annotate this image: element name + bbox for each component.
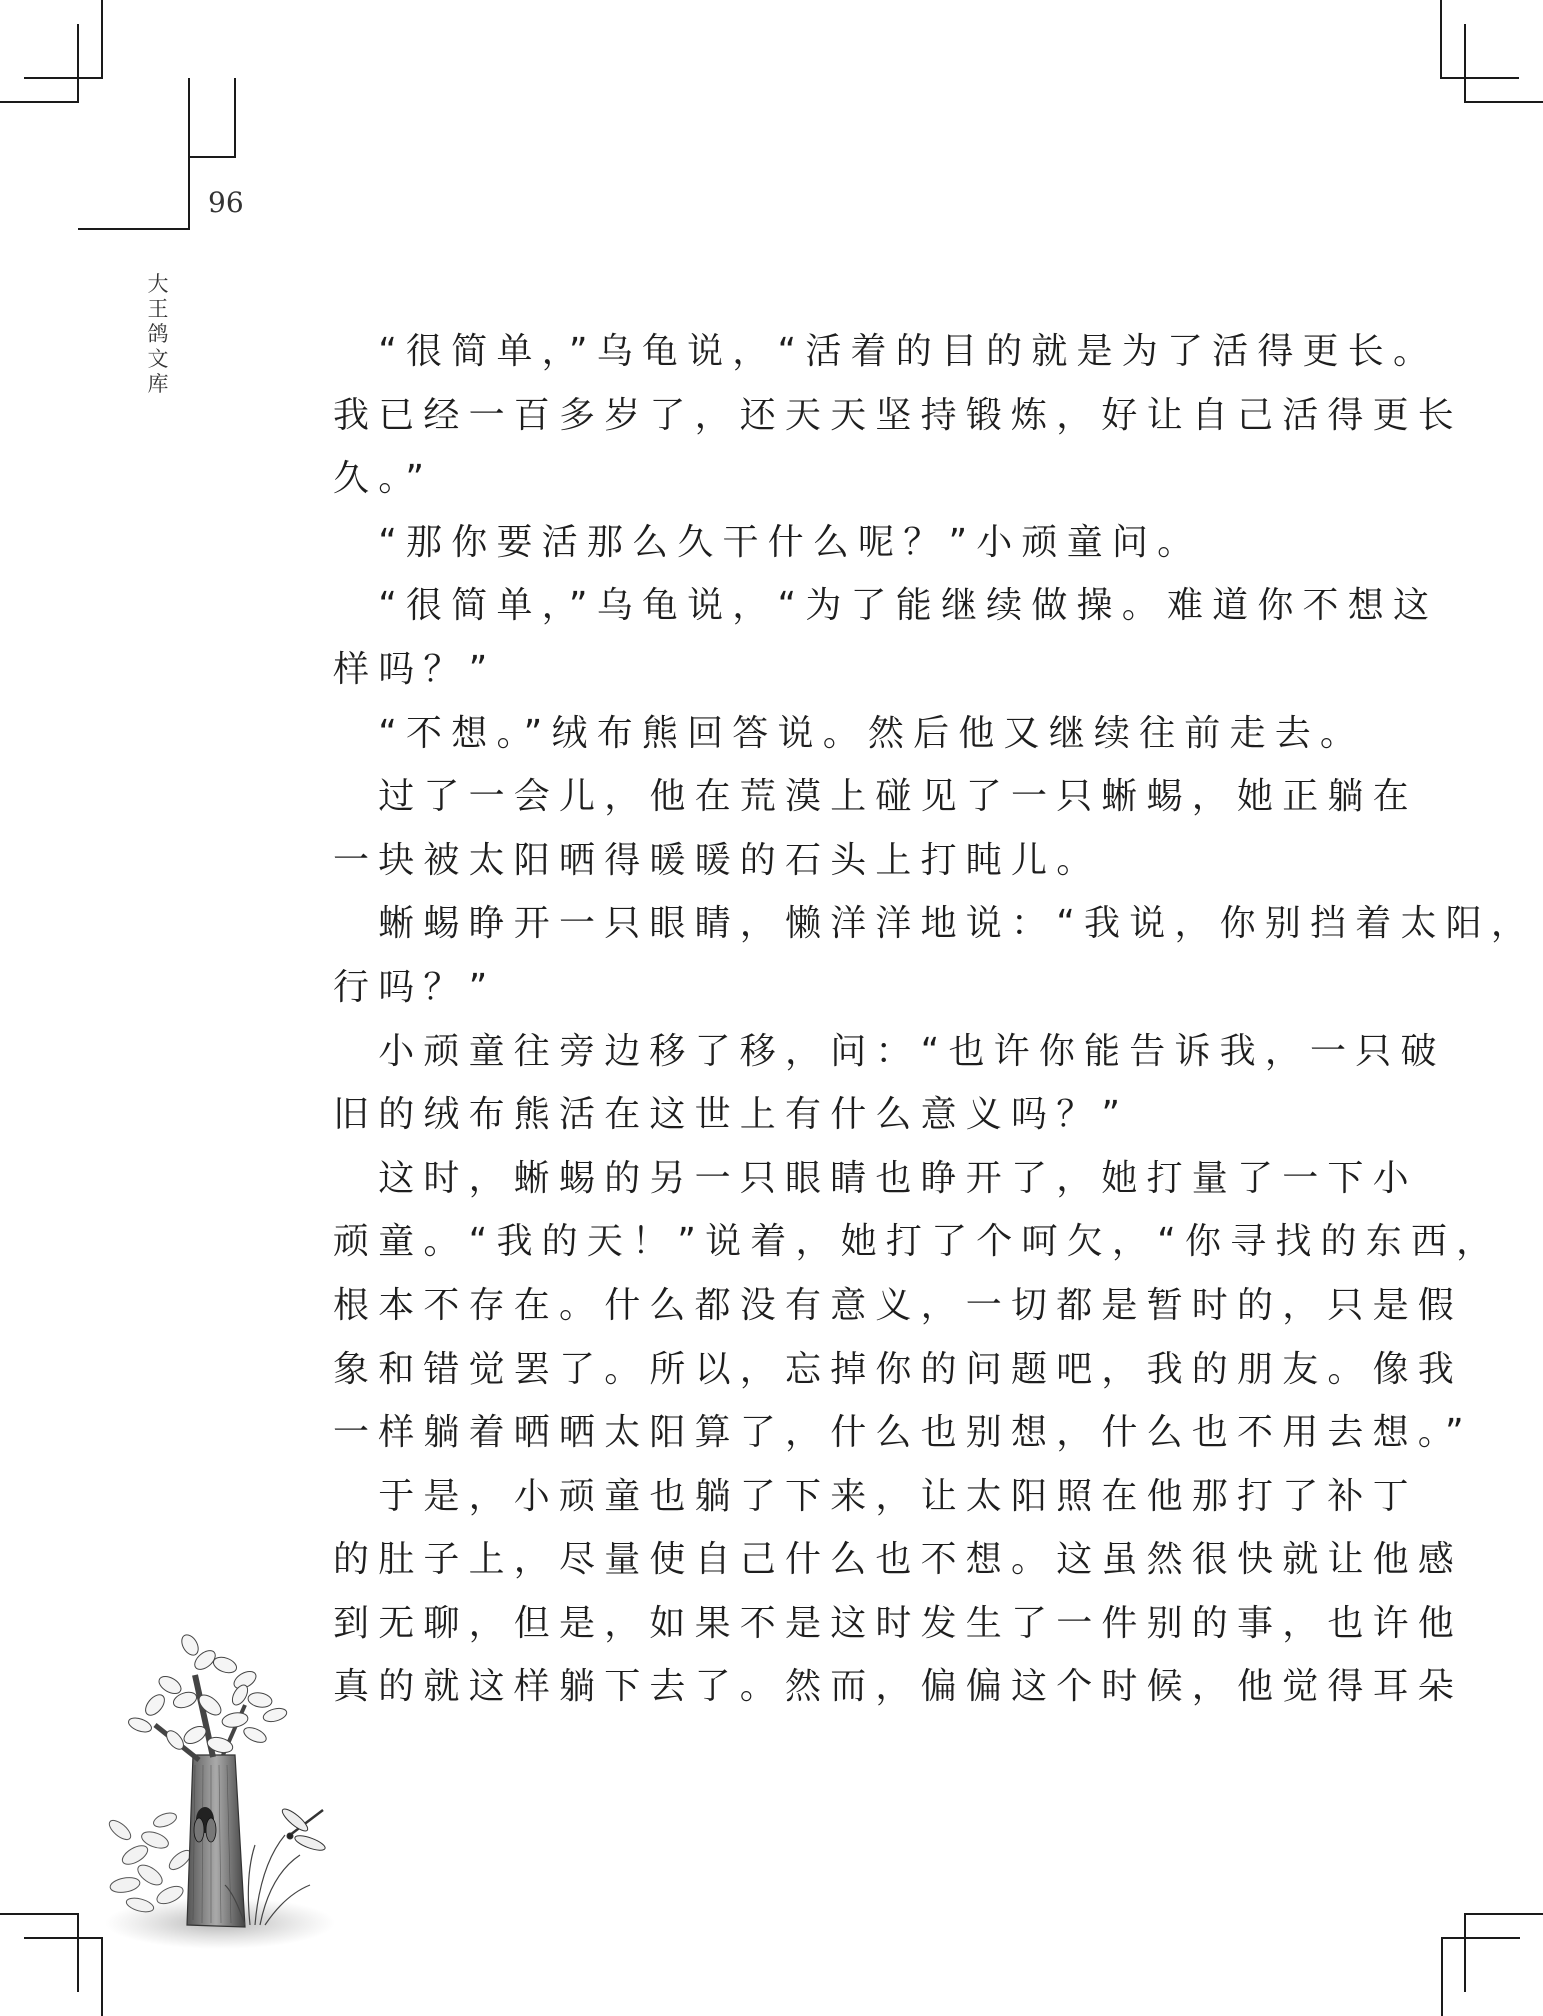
crop-mark-line <box>1441 1937 1443 2016</box>
series-title-char: 王 <box>147 297 169 321</box>
header-rule-horizontal <box>188 156 236 158</box>
text-line: 这时，蜥蜴的另一只眼睛也睁开了，她打量了一下小 <box>333 1157 1418 1199</box>
crop-mark-line <box>1440 0 1442 79</box>
body-text <box>333 324 1537 1723</box>
tree-illustration <box>95 1605 335 1950</box>
text-line: 真的就这样躺下去了。然而，偏偏这个时候，他觉得耳朵 <box>333 1666 1464 1708</box>
text-line: 旧的绒布熊活在这世上有什么意义吗？” <box>333 1094 1130 1136</box>
series-title-vertical <box>146 272 170 397</box>
text-line: “很简单，”乌龟说，“为了能继续做操。难道你不想这 <box>333 585 1439 627</box>
crop-mark-line <box>1464 24 1466 103</box>
text-line: “很简单，”乌龟说，“活着的目的就是为了活得更长。 <box>333 331 1439 372</box>
text-line: 到无聊，但是，如果不是这时发生了一件别的事，也许他 <box>333 1602 1464 1644</box>
crop-mark-line <box>1464 1913 1543 1915</box>
dragonfly <box>280 1806 327 1853</box>
text-line: 顽童。“我的天！”说着，她打了个呵欠，“你寻找的东西， <box>333 1221 1502 1263</box>
header-rule-vertical <box>234 78 236 158</box>
header-rule-vertical <box>188 78 190 230</box>
crop-mark-line <box>1464 101 1543 103</box>
text-line: 样吗？” <box>333 648 497 690</box>
crop-mark-line <box>0 101 79 103</box>
tree-sketch-icon <box>95 1605 335 1950</box>
series-title-char: 文 <box>147 347 169 371</box>
page-number: 96 <box>208 186 244 219</box>
crop-mark-line <box>0 1913 79 1915</box>
crop-mark-line <box>1464 1913 1466 1992</box>
crop-mark-line <box>24 77 103 79</box>
text-line: 一块被太阳晒得暖暖的石头上打盹儿。 <box>333 839 1102 881</box>
crop-mark-line <box>101 0 103 79</box>
text-line: 蜥蜴睁开一只眼睛，懒洋洋地说：“我说，你别挡着太阳， <box>333 903 1537 945</box>
crop-mark-line <box>1440 77 1519 79</box>
text-line: 的肚子上，尽量使自己什么也不想。这虽然很快就让他感 <box>333 1539 1464 1581</box>
header-rule-horizontal <box>78 228 190 230</box>
text-line: 过了一会儿，他在荒漠上碰见了一只蜥蜴，她正躺在 <box>333 776 1418 818</box>
text-line: 行吗？” <box>333 966 497 1008</box>
crop-mark-line <box>1441 1937 1520 1939</box>
series-title-char: 鸽 <box>147 322 169 346</box>
text-line: 象和错觉罢了。所以，忘掉你的问题吧，我的朋友。像我 <box>333 1348 1464 1390</box>
crop-mark-line <box>77 24 79 103</box>
text-line: 我已经一百多岁了，还天天坚持锻炼，好让自己活得更长 <box>333 394 1464 436</box>
text-line: 于是，小顽童也躺了下来，让太阳照在他那打了补丁 <box>333 1475 1418 1517</box>
text-line: “不想。”绒布熊回答说。然后他又继续往前走去。 <box>333 712 1366 754</box>
text-line: “那你要活那么久干什么呢？”小顽童问。 <box>333 521 1203 563</box>
series-title-char: 大 <box>147 272 169 296</box>
series-title-char: 库 <box>147 372 169 396</box>
crop-mark-line <box>24 1937 103 1939</box>
text-line: 久。” <box>333 458 434 500</box>
text-line: 小顽童往旁边移了移，问：“也许你能告诉我，一只破 <box>333 1030 1446 1072</box>
crop-mark-line <box>77 1913 79 1992</box>
text-line: 根本不存在。什么都没有意义，一切都是暂时的，只是假 <box>333 1284 1464 1326</box>
text-line: 一样躺着晒晒太阳算了，什么也别想，什么也不用去想。” <box>333 1412 1473 1454</box>
